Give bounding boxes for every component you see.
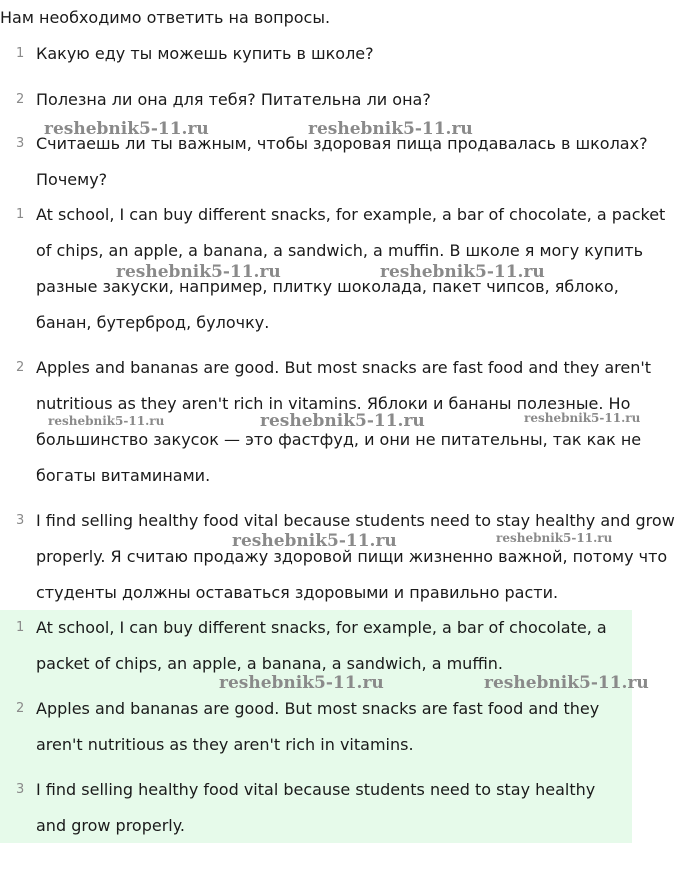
item-text: Apples and bananas are good. But most snacks are fast food and they aren't nutritious as they aren't rich in vitamins. Яблоки и бананы полезные. Но большинство закусок — это фастфуд, и они не питательны, так как не богаты витаминами.: [36, 358, 651, 485]
watermark: reshebnik5-11.ru: [232, 531, 397, 551]
item-number: 2: [16, 92, 25, 107]
item-text: At school, I can buy different snacks, for example, a bar of chocolate, a packet of chips, an apple, a banana, a sandwich, a muffin.: [36, 618, 607, 673]
watermark: reshebnik5-11.ru: [524, 411, 641, 425]
watermark: reshebnik5-11.ru: [308, 119, 473, 139]
item-text: I find selling healthy food vital because students need to stay healthy and grow properly. Я считаю продажу здоровой пищи жизненно важной, потому что студенты должны оставаться здоровыми и правильно расти.: [36, 511, 675, 602]
item-number: 2: [16, 360, 25, 375]
item-number: 1: [16, 620, 25, 635]
answer-item: [0, 503, 680, 611]
answer-item-english: [0, 610, 632, 682]
item-text: Apples and bananas are good. But most snacks are fast food and they aren't nutritious as they aren't rich in vitamins.: [36, 699, 600, 754]
item-number: 2: [16, 701, 25, 716]
item-text: At school, I can buy different snacks, for example, a bar of chocolate, a packet of chips, an apple, a banana, a sandwich, a muffin. В школе я могу купить разные закуски, например, плитку шоколада, пакет чипсов, яблоко, банан, бутерброд, булочку.: [36, 205, 666, 332]
answer-item-english: [0, 691, 632, 763]
item-number: 3: [16, 513, 25, 528]
question-item: [0, 82, 680, 118]
watermark: reshebnik5-11.ru: [116, 262, 281, 282]
item-number: 1: [16, 207, 25, 222]
answer-item: [0, 197, 680, 341]
item-number: 3: [16, 782, 25, 797]
watermark: reshebnik5-11.ru: [496, 531, 613, 545]
intro-text: Нам необходимо ответить на вопросы.: [0, 8, 331, 27]
item-number: 1: [16, 46, 25, 61]
watermark: reshebnik5-11.ru: [380, 262, 545, 282]
item-text: Считаешь ли ты важным, чтобы здоровая пища продавалась в школах? Почему?: [36, 134, 648, 189]
watermark: reshebnik5-11.ru: [219, 673, 384, 693]
watermark: reshebnik5-11.ru: [48, 414, 165, 428]
question-item: [0, 36, 680, 72]
watermark: reshebnik5-11.ru: [44, 119, 209, 139]
item-text: I find selling healthy food vital because students need to stay healthy and grow properly.: [36, 780, 596, 835]
item-text: Какую еду ты можешь купить в школе?: [36, 44, 374, 63]
item-text: Полезна ли она для тебя? Питательна ли она?: [36, 90, 431, 109]
item-number: 3: [16, 136, 25, 151]
watermark: reshebnik5-11.ru: [260, 411, 425, 431]
answer-item-english: [0, 772, 632, 844]
watermark: reshebnik5-11.ru: [484, 673, 649, 693]
